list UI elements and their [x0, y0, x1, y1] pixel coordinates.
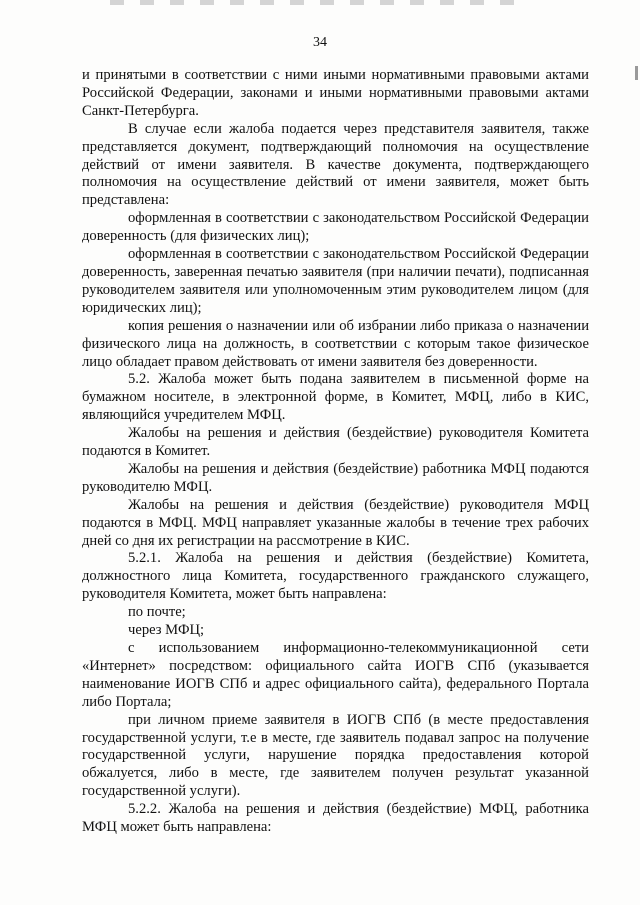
- paragraph: 5.2. Жалоба может быть подана заявителем в письменной форме на бумажном носителе, в электронной форме, в Комитет, МФЦ, либо в КИС, являющийся учредителем МФЦ.: [82, 371, 589, 424]
- paragraph: при личном приеме заявителя в ИОГВ СПб (в месте предоставления государственной услуги, т.е в месте, где заявитель подавал запрос на получение государственной услуги, нарушение порядка предоставления которой обжалуется, либо в месте, где заявителем получен результат указанной государственной услуги).: [82, 711, 589, 800]
- paragraph: Жалобы на решения и действия (бездействие) руководителя МФЦ подаются в МФЦ. МФЦ направляет указанные жалобы в течение трех рабочих дней со дня их регистрации на рассмотрение в КИС.: [82, 496, 589, 549]
- paragraph: 5.2.2. Жалоба на решения и действия (бездействие) МФЦ, работника МФЦ может быть направлена:: [82, 801, 589, 836]
- paragraph: Жалобы на решения и действия (бездействие) руководителя Комитета подаются в Комитет.: [82, 425, 589, 460]
- page-number: 34: [313, 35, 327, 50]
- paragraph: с использованием информационно-телекоммуникационной сети «Интернет» посредством: официального сайта ИОГВ СПб (указывается наименование ИОГВ СПб и адрес официального сайта), федерального Портала либо Портала;: [82, 640, 589, 710]
- scan-artifact: [110, 0, 530, 5]
- paragraph: оформленная в соответствии с законодательством Российской Федерации доверенность, заверенная печатью заявителя (при наличии печати), подписанная руководителем заявителя или уполномоченным этим руководителем лицом (для юридических лиц);: [82, 246, 589, 316]
- paragraph: через МФЦ;: [128, 622, 205, 639]
- paragraph: и принятыми в соответствии с ними иными нормативными правовыми актами Российской Федерации, законами и иными нормативными правовыми актами Санкт-Петербурга.: [82, 67, 589, 119]
- paragraph: 5.2.1. Жалоба на решения и действия (бездействие) Комитета, должностного лица Комитета, государственного гражданского служащего, руководителя Комитета, может быть направлена:: [82, 550, 589, 603]
- paragraph: копия решения о назначении или об избрании либо приказа о назначении физического лица на должность, в соответствии с которым такое физическое лицо обладает правом действовать от имени заявителя без доверенности.: [82, 317, 589, 370]
- scan-edge-mark: [635, 66, 638, 80]
- paragraph: В случае если жалоба подается через представителя заявителя, также представляется документ, подтверждающий полномочия на осуществление действий от имени заявителя. В качестве документа, подтверждающего полномочия на осуществление действий от имени заявителя, может быть представлена:: [82, 120, 589, 209]
- paragraph: по почте;: [128, 604, 186, 621]
- paragraph: Жалобы на решения и действия (бездействие) работника МФЦ подаются руководителю МФЦ.: [82, 460, 589, 495]
- document-body: [82, 67, 589, 837]
- paragraph: оформленная в соответствии с законодательством Российской Федерации доверенность (для физических лиц);: [82, 210, 589, 245]
